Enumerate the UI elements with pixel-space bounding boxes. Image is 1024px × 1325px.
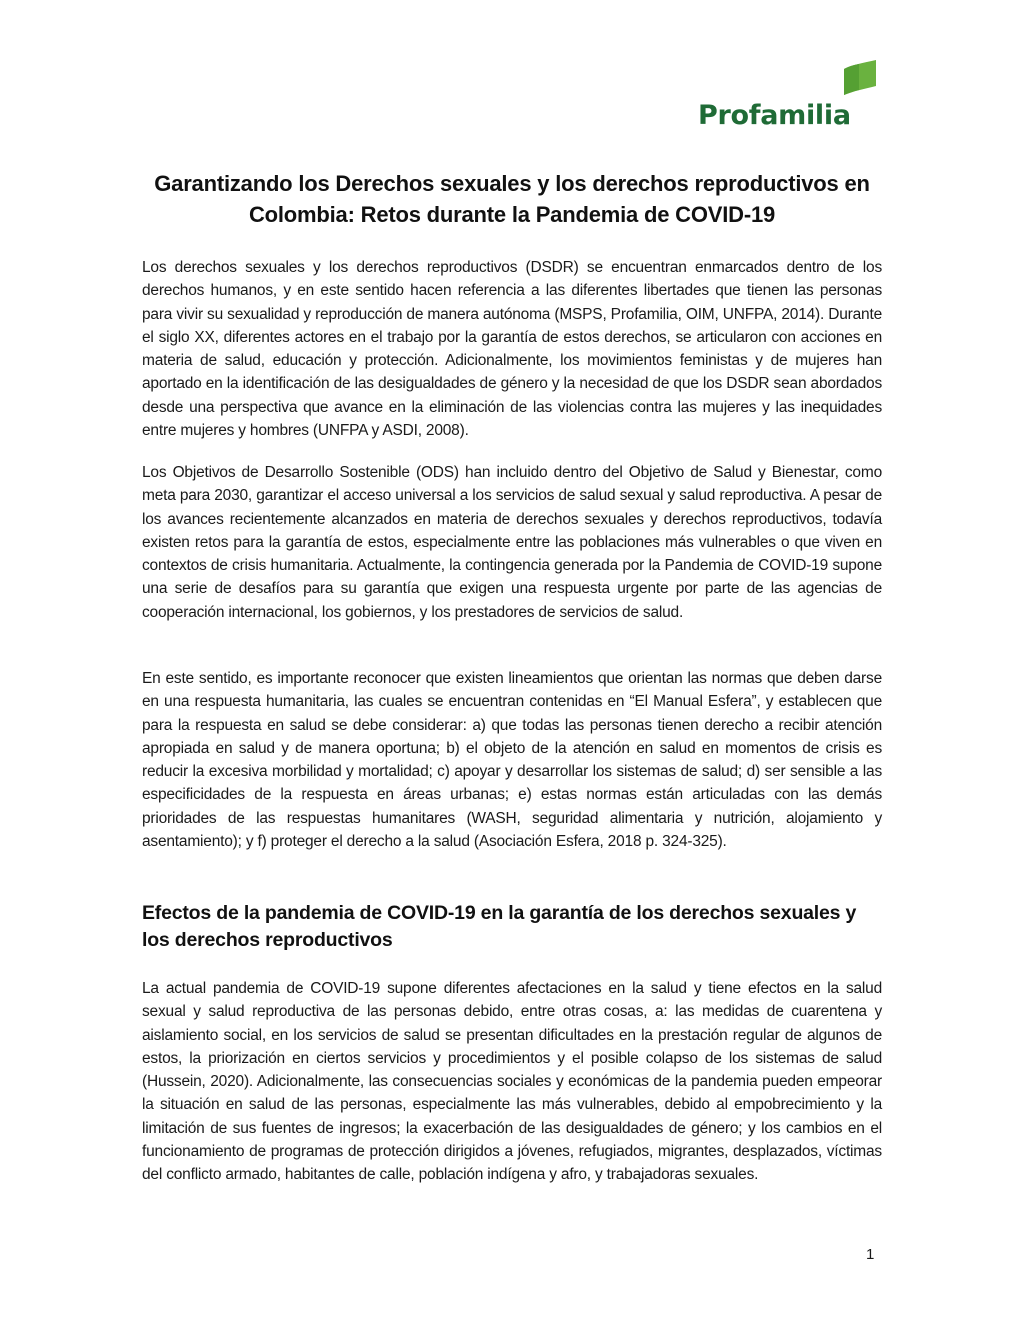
page-number: 1 xyxy=(866,1246,875,1263)
document-title: Garantizando los Derechos sexuales y los derechos reproductivos en Colombia: Retos durante la Pandemia de COVID-19 xyxy=(154,171,870,227)
body-paragraph: En este sentido, es importante reconocer que existen lineamientos que orientan las normas que deben darse en una respuesta humanitaria, las cuales se encuentran contenidas en “El Manual Esfera”, y establecen que para la respuesta en salud se debe considerar: a) que todas las personas tienen derecho a recibir atención apropiada en salud y de manera oportuna; b) el objeto de la atención en salud en momentos de crisis es reducir la excesiva morbilidad y mortalidad; c) apoyar y desarrollar los sistemas de salud; d) ser sensible a las especificidades de la respuesta en áreas urbanas; e) estas normas están articuladas con las demás prioridades de las respuestas humanitares (WASH, seguridad alimentaria y nutrición, alojamiento y asentamiento); y f) proteger el derecho a la salud (Asociación Esfera, 2018 p. 324-325). xyxy=(142,670,882,851)
section-heading: Efectos de la pandemia de COVID-19 en la garantía de los derechos sexuales y los derechos reproductivos xyxy=(142,902,857,951)
section-paragraph: La actual pandemia de COVID-19 supone diferentes afectaciones en la salud y tiene efectos en la salud sexual y salud reproductiva de las personas debido, entre otras cosas, a: las medidas de cuarentena y aislamiento social, en los servicios de salud se presentan dificultades en la prestación regular de algunos de estos, la priorización en ciertos servicios y procedimientos y el posible colapso de los sistemas de salud (Hussein, 2020). Adicionalmente, las consecuencias sociales y económicas de la pandemia pueden empeorar la situación en salud de las personas, especialmente las más vulnerables, debido al empobrecimiento y la limitación de sus fuentes de ingresos; la exacerbación de las desigualdades de género; y los cambios en el funcionamiento de programas de protección dirigidos a jóvenes, refugiados, migrantes, desplazados, víctimas del conflicto armado, habitantes de calle, población indígena y afro, y trabajadoras sexuales. xyxy=(142,980,882,1184)
body-paragraph: Los Objetivos de Desarrollo Sostenible (ODS) han incluido dentro del Objetivo de Salud y Bienestar, como meta para 2030, garantizar el acceso universal a los servicios de salud sexual y salud reproductiva. A pesar de los avances recientemente alcanzados en materia de derechos sexuales y derechos reproductivos, todavía existen retos para la garantía de estos, especialmente entre las poblaciones más vulnerables o que viven en contextos de crisis humanitaria. Actualmente, la contingencia generada por la Pandemia de COVID-19 supone una serie de desafíos para su garantía que exigen una respuesta urgente por parte de las agencias de cooperación internacional, los gobiernos, y los prestadores de servicios de salud. xyxy=(142,464,882,621)
body-paragraph: Los derechos sexuales y los derechos reproductivos (DSDR) se encuentran enmarcados dentro de los derechos humanos, y en este sentido hacen referencia a las diferentes libertades que tienen las personas para vivir su sexualidad y reproducción de manera autónoma (MSPS, Profamilia, OIM, UNFPA, 2014). Durante el siglo XX, diferentes actores en el trabajo por la garantía de estos derechos, se articularon con acciones en materia de salud, educación y protección. Adicionalmente, los movimientos feministas y de mujeres han aportado en la identificación de las desigualdades de género y la necesidad de que los DSDR sean abordados desde una perspectiva que avance en la eliminación de las violencias contra las mujeres y las inequidades entre mujeres y hombres (UNFPA y ASDI, 2008). xyxy=(142,259,882,440)
logo-wordmark: Profamilia xyxy=(698,100,851,131)
green-flag-icon xyxy=(840,56,882,98)
profamilia-logo xyxy=(694,56,890,140)
